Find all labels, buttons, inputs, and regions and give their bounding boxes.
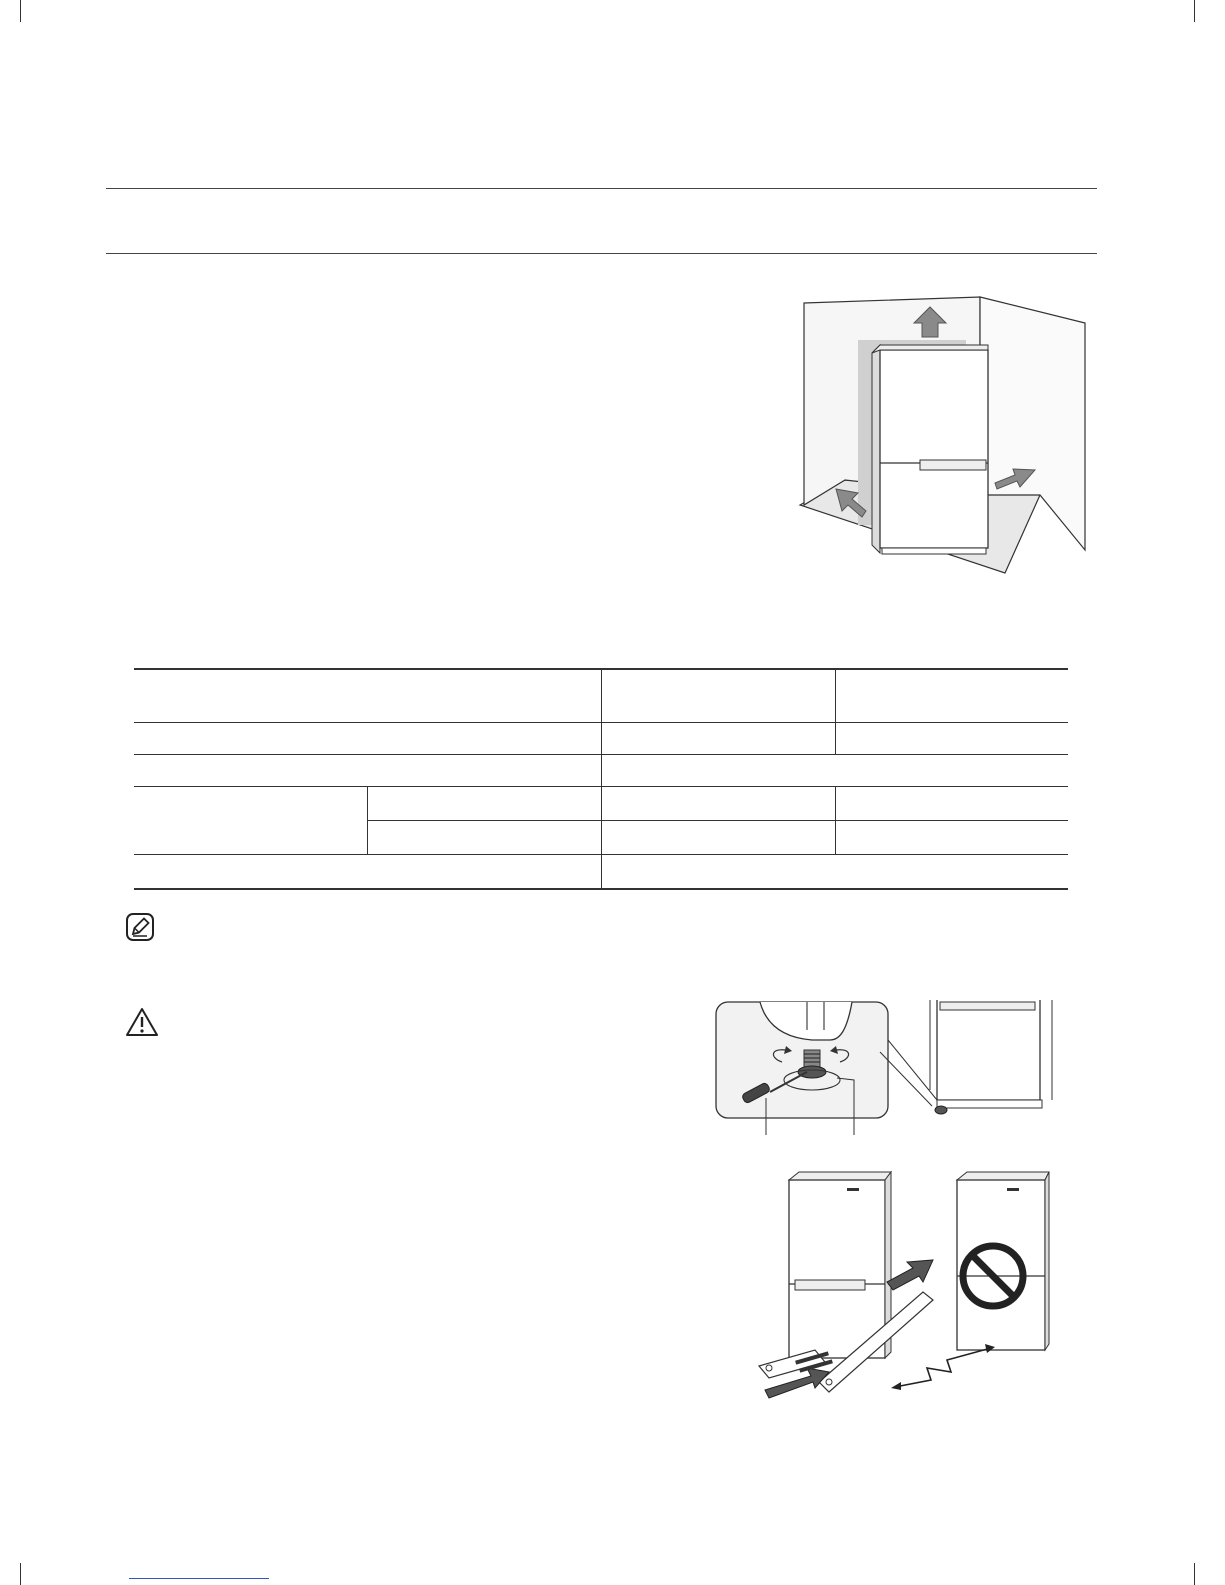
crop-mark-top-right [1194,0,1195,22]
section-title [106,205,1097,235]
section-top-rule [106,188,1097,189]
table-col-divider [601,668,602,890]
moving-fridge-illustration [755,1172,1075,1412]
table-col-divider [835,668,836,754]
table-col-divider [835,786,836,854]
section-bottom-rule [106,253,1097,254]
bottom-text [106,1180,746,1420]
note-text [170,916,1050,956]
crop-mark-top-left [20,0,21,22]
crop-mark-bottom-left [20,1563,21,1585]
clearance-illustration [800,295,1090,585]
note-icon [125,912,155,942]
crop-mark-bottom-right [1194,1563,1195,1585]
intro-text [106,280,756,580]
table-row-divider-partial [367,820,1068,821]
leveling-foot-illustration [712,1000,1067,1135]
specifications-table [134,668,1068,890]
caution-text [170,1010,690,1130]
footer-link-underline [129,1578,269,1579]
warning-triangle-icon [125,1007,159,1037]
table-col-divider-inner [367,786,368,854]
